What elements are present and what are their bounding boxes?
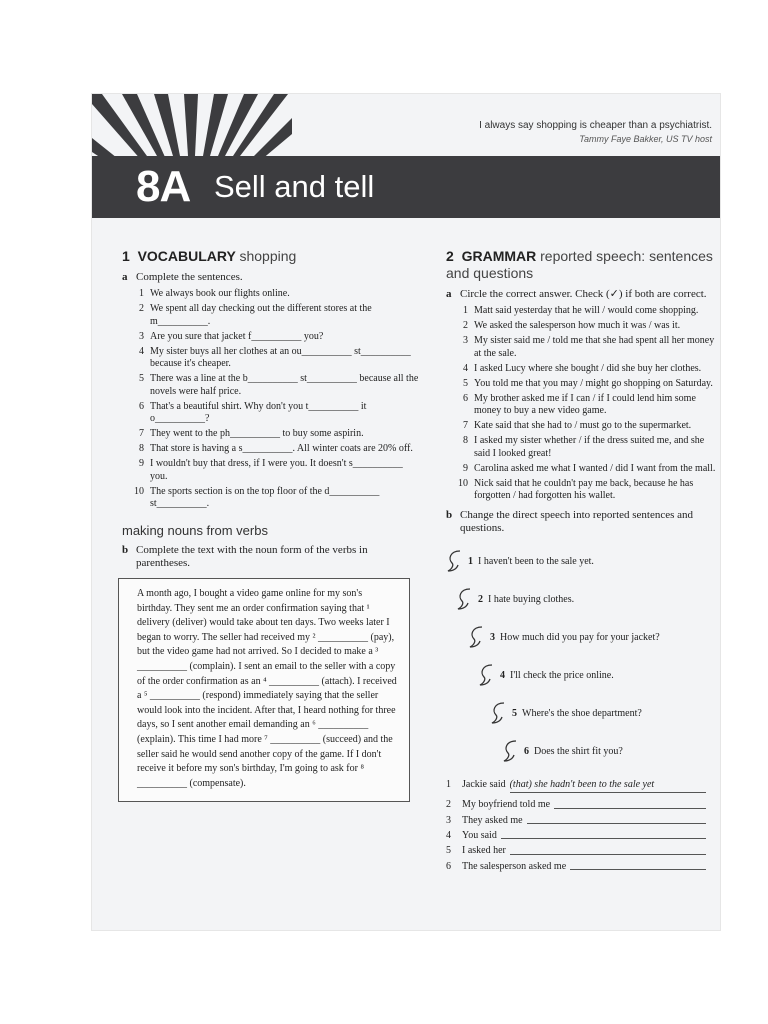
- speech-number: 4: [500, 670, 505, 682]
- speech-bubble-content: [456, 587, 574, 613]
- grammar-item: [446, 478, 716, 503]
- speech-text: Does the shirt fit you?: [534, 746, 623, 758]
- grammar-item-number: 5: [463, 377, 468, 389]
- nouns-instruction: b Complete the text with the noun form of the verbs in parentheses.: [122, 544, 368, 570]
- speech-text: I haven't been to the sale yet.: [478, 556, 594, 568]
- quote-text: I always say shopping is cheaper than a psychiatrist.: [479, 120, 712, 131]
- answer-line: [510, 843, 706, 854]
- speech-bubble: [446, 657, 716, 695]
- grammar-item: [446, 320, 716, 333]
- speech-bubble-icon: [446, 549, 464, 575]
- vocabulary-item-number: 7: [139, 428, 144, 440]
- nouns-heading: making nouns from verbs: [122, 523, 268, 539]
- speech-number: 1: [468, 556, 473, 568]
- vocabulary-item-text: My sister buys all her clothes at an ou__________ st__________ because it's cheaper.: [150, 345, 411, 370]
- vocabulary-item-number: 10: [134, 485, 144, 497]
- quote: [479, 120, 712, 144]
- answer-number: 3: [446, 814, 451, 826]
- grammar-item: [446, 378, 716, 391]
- speech-number: 3: [490, 632, 495, 644]
- answer-row: [446, 859, 716, 874]
- speech-number: 2: [478, 594, 483, 606]
- speech-text: I'll check the price online.: [510, 670, 614, 682]
- grammar-item-text: Nick said that he couldn't pay me back, because he has forgotten / had forgotten his wallet.: [474, 477, 694, 502]
- vocabulary-item-number: 8: [139, 443, 144, 455]
- vocabulary-item: [122, 288, 422, 301]
- speech-bubble: [446, 581, 716, 619]
- speech-text: Where's the shoe department?: [522, 708, 642, 720]
- vocabulary-item-number: 1: [139, 288, 144, 299]
- answer-number: 6: [446, 860, 451, 872]
- vocabulary-item-number: 6: [139, 400, 144, 412]
- grammar-item-text: My brother asked me if I can / if I could lend him some money to buy a new video game.: [474, 392, 696, 417]
- grammar-item: [446, 363, 716, 376]
- answer-lead: Jackie said: [462, 778, 506, 790]
- answer-line: [527, 813, 706, 824]
- grammar-item-text: I asked my sister whether / if the dress suited me, and she said I looked great!: [474, 435, 705, 459]
- vocabulary-item-text: We always book our flights online.: [150, 288, 290, 299]
- grammar-item-text: Kate said that she had to / must go to the supermarket.: [474, 420, 692, 432]
- grammar-item: [446, 463, 716, 476]
- grammar-item: [446, 393, 716, 418]
- vocabulary-item: [122, 401, 422, 426]
- answer-number: 2: [446, 799, 451, 811]
- vocabulary-item-text: That's a beautiful shirt. Why don't you t__________ it o__________?: [150, 400, 367, 425]
- grammar-item-text: I asked Lucy where she bought / did she buy her clothes.: [474, 362, 702, 374]
- vocabulary-item-number: 5: [139, 373, 144, 385]
- grammar-item-number: 1: [463, 305, 468, 316]
- grammar-item-text: My sister said me / told me that she had spent all her money at the sale.: [474, 334, 715, 359]
- speech-text: I hate buying clothes.: [488, 594, 575, 606]
- speech-bubble-icon: [490, 701, 508, 727]
- vocabulary-item-text: Are you sure that jacket f__________ you?: [150, 330, 324, 342]
- vocabulary-item-number: 9: [139, 458, 144, 470]
- unit-title: Sell and tell: [214, 169, 375, 204]
- grammar-item-text: We asked the salesperson how much it was / was it.: [474, 319, 681, 331]
- speech-number: 6: [524, 746, 529, 758]
- grammar-heading: 2 GRAMMAR reported speech: sentences and questions: [446, 248, 713, 281]
- answer-list: [446, 777, 716, 874]
- vocabulary-item-text: I wouldn't buy that dress, if I were you. It doesn't s__________ you.: [150, 458, 403, 482]
- vocabulary-item: [122, 428, 422, 441]
- answer-lead: The salesperson asked me: [462, 860, 567, 872]
- speech-bubble-content: [490, 701, 642, 727]
- grammar-item-number: 8: [463, 435, 468, 447]
- grammar-item-text: You told me that you may / might go shopping on Saturday.: [474, 377, 713, 389]
- speech-bubble-icon: [468, 625, 486, 651]
- vocabulary-item-number: 4: [139, 345, 144, 357]
- answer-row: [446, 777, 716, 797]
- speech-bubble-content: [468, 625, 660, 651]
- answer-lead: They asked me: [462, 814, 523, 826]
- speech-bubble: [446, 733, 716, 771]
- answer-line: (that) she hadn't been to the sale yet: [510, 777, 706, 793]
- speech-number: 5: [512, 708, 517, 720]
- answer-row: [446, 828, 716, 843]
- vocabulary-item-text: They went to the ph__________ to buy some aspirin.: [150, 428, 364, 440]
- speech-bubble-content: [478, 663, 614, 689]
- unit-code: 8A: [136, 162, 191, 211]
- grammar-item-text: Carolina asked me what I wanted / did I want from the mall.: [474, 462, 716, 474]
- vocabulary-item-text: The sports section is on the top floor of the d__________ st__________.: [150, 485, 380, 510]
- vocabulary-item: [122, 303, 422, 328]
- page-bottom-edge: [92, 920, 720, 930]
- grammar-item: [446, 435, 716, 460]
- nouns-text-box: [118, 578, 410, 802]
- speech-bubble-content: [446, 549, 594, 575]
- vocabulary-heading: 1 VOCABULARY shopping: [122, 248, 297, 264]
- vocabulary-item: [122, 331, 422, 344]
- speech-bubble-icon: [502, 739, 520, 765]
- speech-bubble: [446, 619, 716, 657]
- vocabulary-item-text: We spent all day checking out the different stores at the m__________.: [150, 302, 372, 327]
- grammar-item: [446, 420, 716, 433]
- grammar-item-number: 9: [463, 462, 468, 474]
- speech-bubble-content: [502, 739, 623, 765]
- vocabulary-list: [122, 288, 422, 511]
- grammar-item: [446, 305, 716, 318]
- nouns-text: A month ago, I bought a video game online for my son's birthday. They sent me an order confirmation saying that ¹ delivery (deliver) would take about ten days. Two weeks later I began to worry. The seller had received my ² __________ (pay), but the video game had not arrived. So I decided to make a ³ __________ (complain). I sent an email to the seller with a copy of the order confirmation as an ⁴ __________ (attach). I received a ⁵ __________ (respond) immediately saying that the seller would look into the incident. After that, I heard nothing for three days, so I sent another email demanding an ⁶ __________ (explain). This time I had more ⁷ __________ (succeed) and the seller said he would send another copy of the game. If I don't receive it before my son's birthday, I'm going to ask for ⁸ __________ (compensate).: [137, 588, 397, 789]
- grammar-item-number: 2: [463, 319, 468, 331]
- grammar-list: [446, 305, 716, 503]
- right-column: [446, 248, 716, 874]
- vocabulary-item-text: That store is having a s__________. All winter coats are 20% off.: [150, 443, 413, 455]
- vocabulary-item: [122, 346, 422, 371]
- answer-line: [554, 797, 706, 808]
- speech-bubble-list: [446, 543, 716, 771]
- speech-bubble-icon: [478, 663, 496, 689]
- vocabulary-item-number: 3: [139, 330, 144, 342]
- vocabulary-item: [122, 486, 422, 511]
- speech-text: How much did you pay for your jacket?: [500, 632, 660, 644]
- speech-bubble-icon: [456, 587, 474, 613]
- vocabulary-item: [122, 373, 422, 398]
- grammar-item-number: 7: [463, 420, 468, 432]
- vocabulary-item: [122, 443, 422, 456]
- grammar-item: [446, 335, 716, 360]
- answer-lead: I asked her: [462, 845, 506, 857]
- answer-line: [570, 859, 706, 870]
- speech-bubble: [446, 543, 716, 581]
- workbook-page: [92, 94, 720, 930]
- grammar-item-number: 3: [463, 334, 468, 346]
- answer-row: [446, 843, 716, 858]
- speech-bubble: [446, 695, 716, 733]
- grammar-item-number: 6: [463, 392, 468, 404]
- vocabulary-item: [122, 458, 422, 483]
- grammar-instruction: a Circle the correct answer. Check (✓) if both are correct.: [446, 288, 707, 300]
- quote-author: Tammy Faye Bakker, US TV host: [579, 134, 712, 144]
- vocabulary-item-text: There was a line at the b__________ st__________ because all the novels were half price.: [150, 373, 419, 397]
- grammar-item-number: 4: [463, 362, 468, 374]
- vocabulary-instruction: a Complete the sentences.: [122, 271, 243, 283]
- answer-row: [446, 813, 716, 828]
- left-column: [122, 248, 422, 802]
- answer-lead: You said: [462, 830, 497, 842]
- answer-number: 4: [446, 830, 451, 842]
- grammar-b-instruction: b Change the direct speech into reported sentences and questions.: [446, 508, 694, 534]
- vocabulary-item-number: 2: [139, 302, 144, 314]
- grammar-item-number: 10: [458, 477, 468, 489]
- answer-lead: My boyfriend told me: [462, 799, 551, 811]
- answer-row: [446, 797, 716, 812]
- grammar-item-text: Matt said yesterday that he will / would come shopping.: [474, 305, 699, 316]
- answer-number: 5: [446, 845, 451, 857]
- answer-number: 1: [446, 778, 451, 790]
- answer-line: [501, 828, 706, 839]
